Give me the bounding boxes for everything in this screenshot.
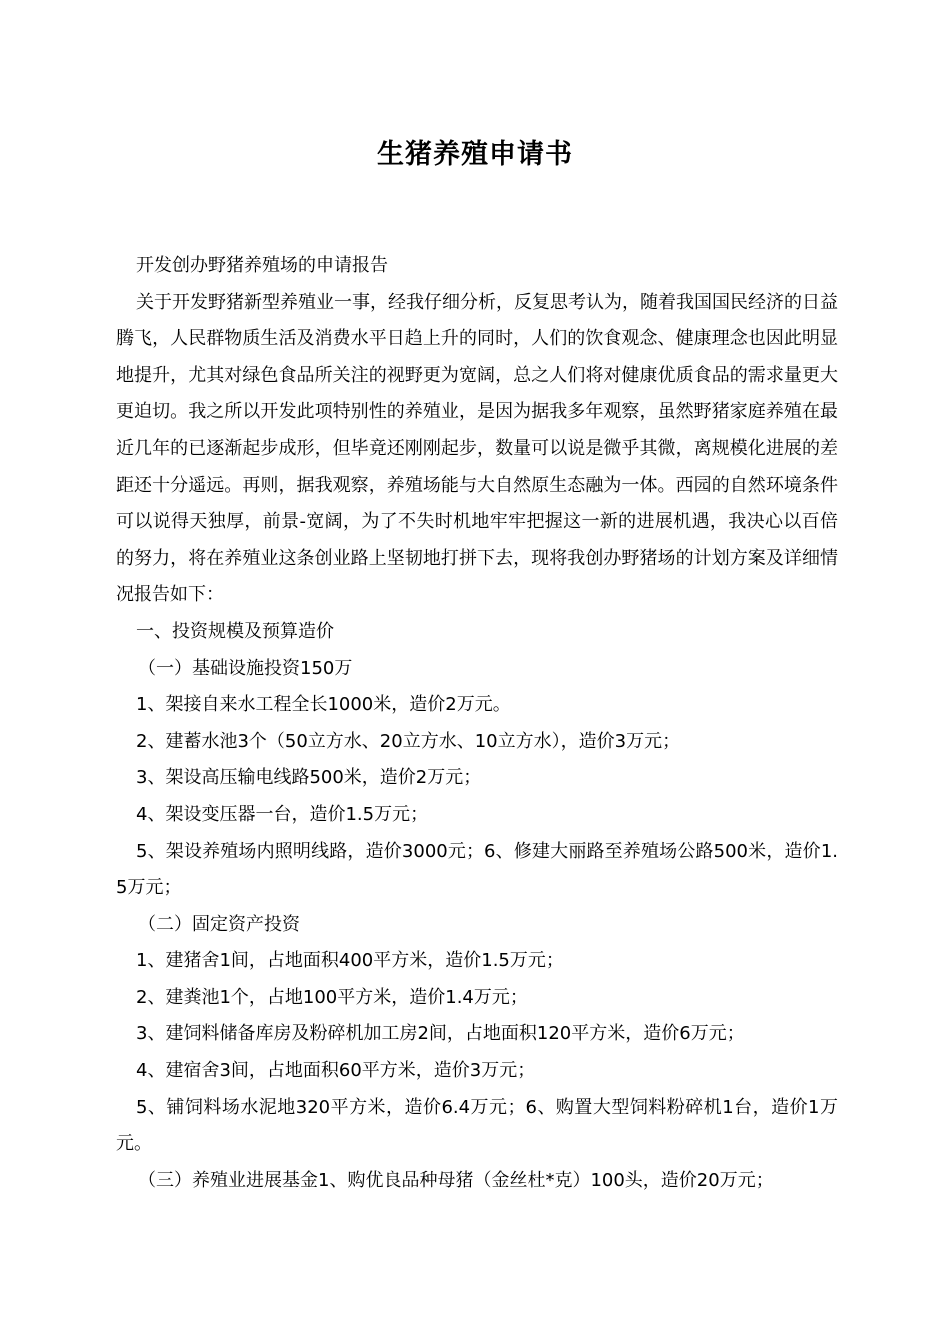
list-item-water-project: 1、架接自来水工程全长1000米，造价2万元。 (136, 694, 511, 716)
list-item-power-line: 3、架设高压输电线路500米，造价2万元； (136, 767, 482, 789)
document-title: 生猪养殖申请书 (377, 139, 573, 170)
list-item-feed-storage: 3、建饲料储备库房及粉碎机加工房2间，占地面积120平方米，造价6万元； (136, 1023, 745, 1045)
list-item-pig-house: 1、建猪舍1间，占地面积400平方米，造价1.5万元； (136, 950, 564, 972)
list-item-manure-pit: 2、建粪池1个，占地100平方米，造价1.4万元； (136, 986, 528, 1008)
document-body (116, 248, 838, 1199)
list-item-dormitory: 4、建宿舍3间，占地面积60平方米，造价3万元； (136, 1060, 536, 1082)
list-item-lighting-road: 5、架设养殖场内照明线路，造价3000元；6、修建大丽路至养殖场公路500米，造价1.5万元； (116, 840, 838, 899)
subsection-heading-fixed-assets: （二）固定资产投资 (138, 913, 300, 935)
list-item-cement-floor-crusher: 5、铺饲料场水泥地320平方米，造价6.4万元；6、购置大型饲料粉碎机1台，造价1万元。 (116, 1096, 838, 1155)
list-item-reservoir: 2、建蓄水池3个（50立方水、20立方水、10立方水），造价3万元； (136, 730, 681, 752)
paragraph-introduction: 关于开发野猪新型养殖业一事，经我仔细分析，反复思考认为，随着我国国民经济的日益腾飞，人民群物质生活及消费水平日趋上升的同时，人们的饮食观念、健康理念也因此明显地提升，尤其对绿色食品所关注的视野更为宽阔，总之人们将对健康优质食品的需求量更大更迫切。我之所以开发此项特别性的养殖业，是因为据我多年观察，虽然野猪家庭养殖在最近几年的已逐渐起步成形，但毕竟还刚刚起步，数量可以说是微乎其微，离规模化进展的差距还十分遥远。再则，据我观察，养殖场能与大自然原生态融为一体。西园的自然环境条件可以说得天独厚，前景-宽阔，为了不失时机地牢牢把握这一新的进展机遇，我决心以百倍的努力，将在养殖业这条创业路上坚韧地打拼下去，现将我创办野猪场的计划方案及详细情况报告如下： (116, 291, 838, 606)
list-item-transformer: 4、架设变压器一台，造价1.5万元； (136, 803, 429, 825)
section-heading-investment: 一、投资规模及预算造价 (136, 620, 334, 642)
subsection-heading-infrastructure: （一）基础设施投资150万 (138, 657, 353, 679)
subsection-heading-development-fund: （三）养殖业进展基金1、购优良品种母猪（金丝杜*克）100头，造价20万元； (138, 1169, 774, 1191)
paragraph-report-heading: 开发创办野猪养殖场的申请报告 (136, 255, 388, 276)
